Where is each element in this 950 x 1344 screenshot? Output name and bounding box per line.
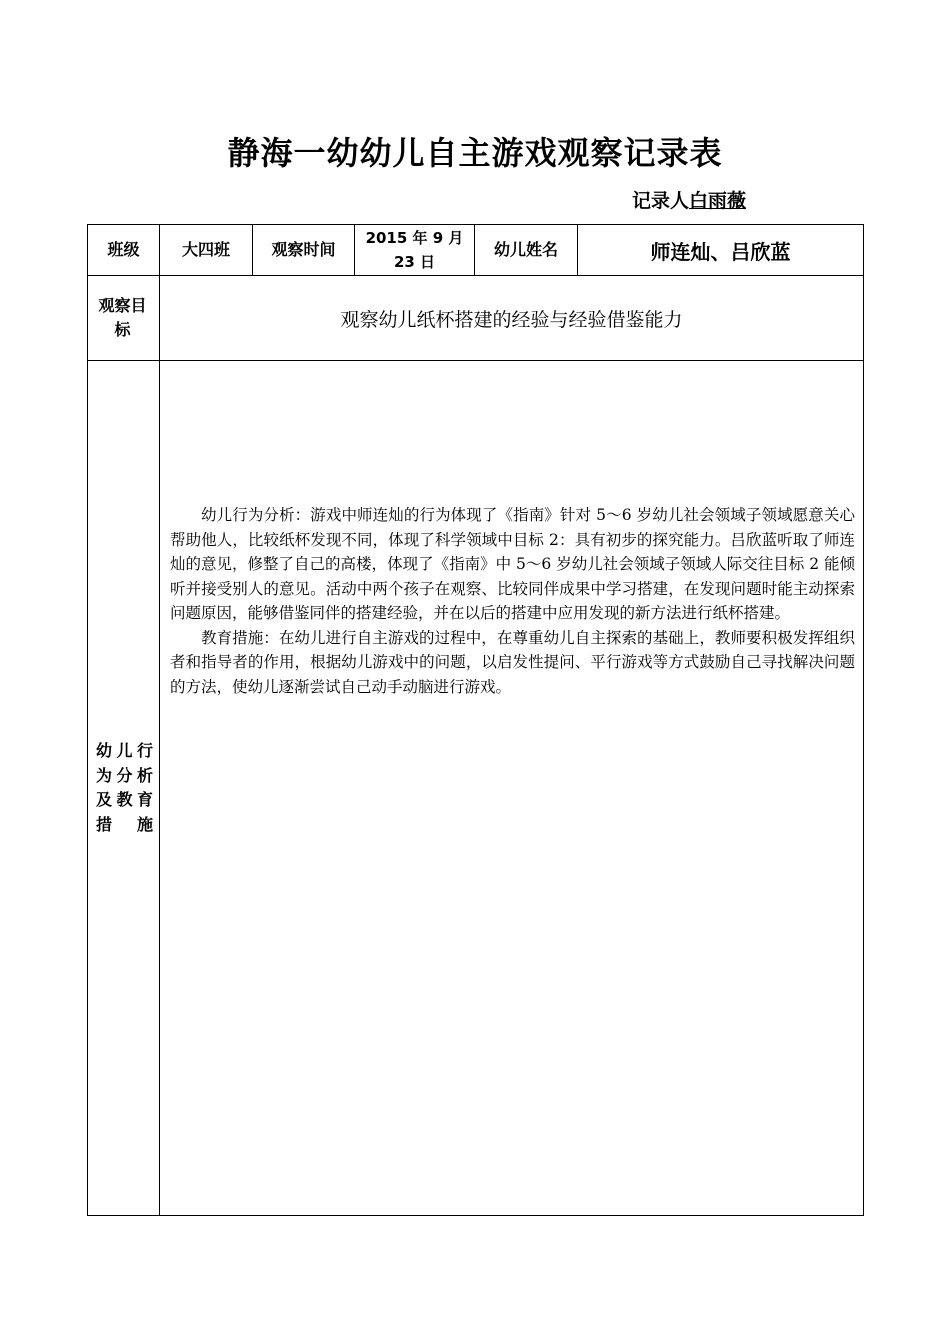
time-value: 2015 年 9 月 23 日 xyxy=(355,225,475,276)
child-value: 师连灿、吕欣蓝 xyxy=(578,225,864,276)
analysis-content xyxy=(160,361,864,1216)
header-row xyxy=(88,225,864,276)
time-label: 观察时间 xyxy=(253,225,355,276)
recorder-label: 记录人 xyxy=(632,190,690,212)
analysis-row xyxy=(88,361,864,1216)
goal-label: 观察目标 xyxy=(88,276,160,361)
class-label: 班级 xyxy=(88,225,160,276)
recorder-line xyxy=(632,186,746,213)
page-title: 静海一幼幼儿自主游戏观察记录表 xyxy=(227,134,723,172)
class-value: 大四班 xyxy=(160,225,253,276)
goal-text: 观察幼儿纸杯搭建的经验与经验借鉴能力 xyxy=(160,276,864,361)
observation-table xyxy=(87,224,864,1216)
child-label: 幼儿姓名 xyxy=(475,225,578,276)
recorder-name: 白雨薇 xyxy=(689,190,747,212)
analysis-label: 幼儿行为分析及教育措施 xyxy=(88,361,160,1216)
behavior-analysis-paragraph: 幼儿行为分析：游戏中师连灿的行为体现了《指南》针对 5～6 岁幼儿社会领域子领域愿意关心帮助他人，比较纸杯发现不同，体现了科学领域中目标 2：具有初步的探究能力。吕欣蓝听取了师连灿的意见，修整了自己的高楼，体现了《指南》中 5～6 岁幼儿社会领域子领域人际交往目标 2 能倾听并接受别人的意见。活动中两个孩子在观察、比较同伴成果中学习搭建，在发现问题时能主动探索问题原因，能够借鉴同伴的搭建经验，并在以后的搭建中应用发现的新方法进行纸杯搭建。 xyxy=(170,506,855,622)
goal-row xyxy=(88,276,864,361)
education-measures-paragraph: 教育措施：在幼儿进行自主游戏的过程中，在尊重幼儿自主探索的基础上，教师要积极发挥组织者和指导者的作用，根据幼儿游戏中的问题，以启发性提问、平行游戏等方式鼓励自己寻找解决问题的方法，使幼儿逐渐尝试自己动手动脑进行游戏。 xyxy=(170,628,855,696)
